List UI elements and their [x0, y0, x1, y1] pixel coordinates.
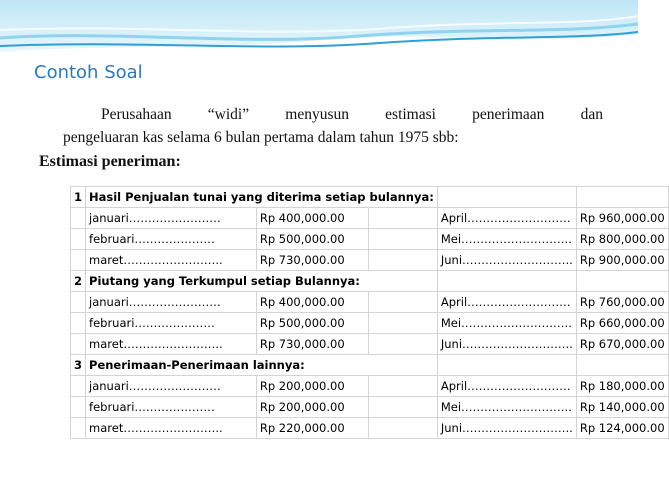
month-label: Juni……………………….. [437, 334, 576, 355]
table-row [71, 376, 669, 397]
month-label: Mei……………………….. [437, 313, 576, 334]
empty-cell [368, 250, 437, 271]
amount-value: Rp 220,000.00 [256, 418, 368, 439]
section-heading: Hasil Penjualan tunai yang diterima setiap bulannya: [86, 187, 438, 208]
empty-cell [71, 313, 86, 334]
empty-cell [437, 187, 576, 208]
table-row [71, 313, 669, 334]
table-row [71, 229, 669, 250]
empty-cell [71, 376, 86, 397]
amount-value: Rp 660,000.00 [576, 313, 668, 334]
amount-value: Rp 500,000.00 [256, 229, 368, 250]
amount-value: Rp 400,000.00 [256, 292, 368, 313]
slide-title: Contoh Soal [34, 62, 143, 83]
decorative-wave-banner [0, 0, 638, 55]
month-label: April……………………… [437, 208, 576, 229]
intro-word: estimasi [385, 106, 436, 123]
empty-cell [437, 355, 576, 376]
intro-word: “widi” [207, 106, 250, 123]
month-label: februari………………… [86, 313, 257, 334]
amount-value: Rp 140,000.00 [576, 397, 668, 418]
section-number: 2 [71, 271, 86, 292]
month-label: februari………………… [86, 229, 257, 250]
month-label: Juni……………………….. [437, 250, 576, 271]
month-label: Mei……………………….. [437, 229, 576, 250]
amount-value: Rp 730,000.00 [256, 334, 368, 355]
month-label: februari………………… [86, 397, 257, 418]
month-label: januari…………………… [86, 376, 257, 397]
month-label: Juni……………………….. [437, 418, 576, 439]
empty-cell [71, 292, 86, 313]
table-row [71, 250, 669, 271]
intro-line-1 [63, 103, 603, 126]
empty-cell [71, 208, 86, 229]
section-subheading: Estimasi peneriman: [39, 153, 181, 170]
intro-word: Perusahaan [101, 106, 172, 123]
section-heading: Piutang yang Terkumpul setiap Bulannya: [86, 271, 438, 292]
empty-cell [368, 292, 437, 313]
section-heading: Penerimaan-Penerimaan lainnya: [86, 355, 438, 376]
table-row [71, 292, 669, 313]
section-header-row [71, 271, 669, 292]
amount-value: Rp 500,000.00 [256, 313, 368, 334]
intro-word: penerimaan [472, 106, 545, 123]
amount-value: Rp 800,000.00 [576, 229, 668, 250]
section-header-row [71, 187, 669, 208]
amount-value: Rp 670,000.00 [576, 334, 668, 355]
amount-value: Rp 960,000.00 [576, 208, 668, 229]
empty-cell [71, 250, 86, 271]
amount-value: Rp 200,000.00 [256, 397, 368, 418]
empty-cell [71, 418, 86, 439]
table-row [71, 208, 669, 229]
amount-value: Rp 730,000.00 [256, 250, 368, 271]
empty-cell [368, 229, 437, 250]
empty-cell [576, 355, 668, 376]
empty-cell [368, 208, 437, 229]
empty-cell [71, 397, 86, 418]
empty-cell [368, 376, 437, 397]
empty-cell [437, 271, 576, 292]
empty-cell [576, 187, 668, 208]
empty-cell [368, 397, 437, 418]
month-label: maret…………………….. [86, 418, 257, 439]
month-label: maret…………………….. [86, 250, 257, 271]
month-label: maret…………………….. [86, 334, 257, 355]
month-label: April……………………… [437, 376, 576, 397]
section-number: 3 [71, 355, 86, 376]
amount-value: Rp 180,000.00 [576, 376, 668, 397]
section-header-row [71, 355, 669, 376]
amount-value: Rp 760,000.00 [576, 292, 668, 313]
month-label: januari…………………… [86, 292, 257, 313]
month-label: januari…………………… [86, 208, 257, 229]
intro-word: dan [580, 106, 603, 123]
table-row [71, 334, 669, 355]
empty-cell [71, 334, 86, 355]
table-row [71, 418, 669, 439]
empty-cell [576, 271, 668, 292]
empty-cell [368, 334, 437, 355]
amount-value: Rp 124,000.00 [576, 418, 668, 439]
intro-line-2: pengeluaran kas selama 6 bulan pertama dalam tahun 1975 sbb: [63, 129, 459, 146]
month-label: Mei……………………….. [437, 397, 576, 418]
intro-paragraph [63, 103, 603, 149]
empty-cell [368, 313, 437, 334]
empty-cell [71, 229, 86, 250]
receipts-table [70, 186, 669, 439]
section-number: 1 [71, 187, 86, 208]
amount-value: Rp 200,000.00 [256, 376, 368, 397]
amount-value: Rp 900,000.00 [576, 250, 668, 271]
intro-word: menyusun [285, 106, 349, 123]
table-row [71, 397, 669, 418]
month-label: April……………………… [437, 292, 576, 313]
amount-value: Rp 400,000.00 [256, 208, 368, 229]
empty-cell [368, 418, 437, 439]
